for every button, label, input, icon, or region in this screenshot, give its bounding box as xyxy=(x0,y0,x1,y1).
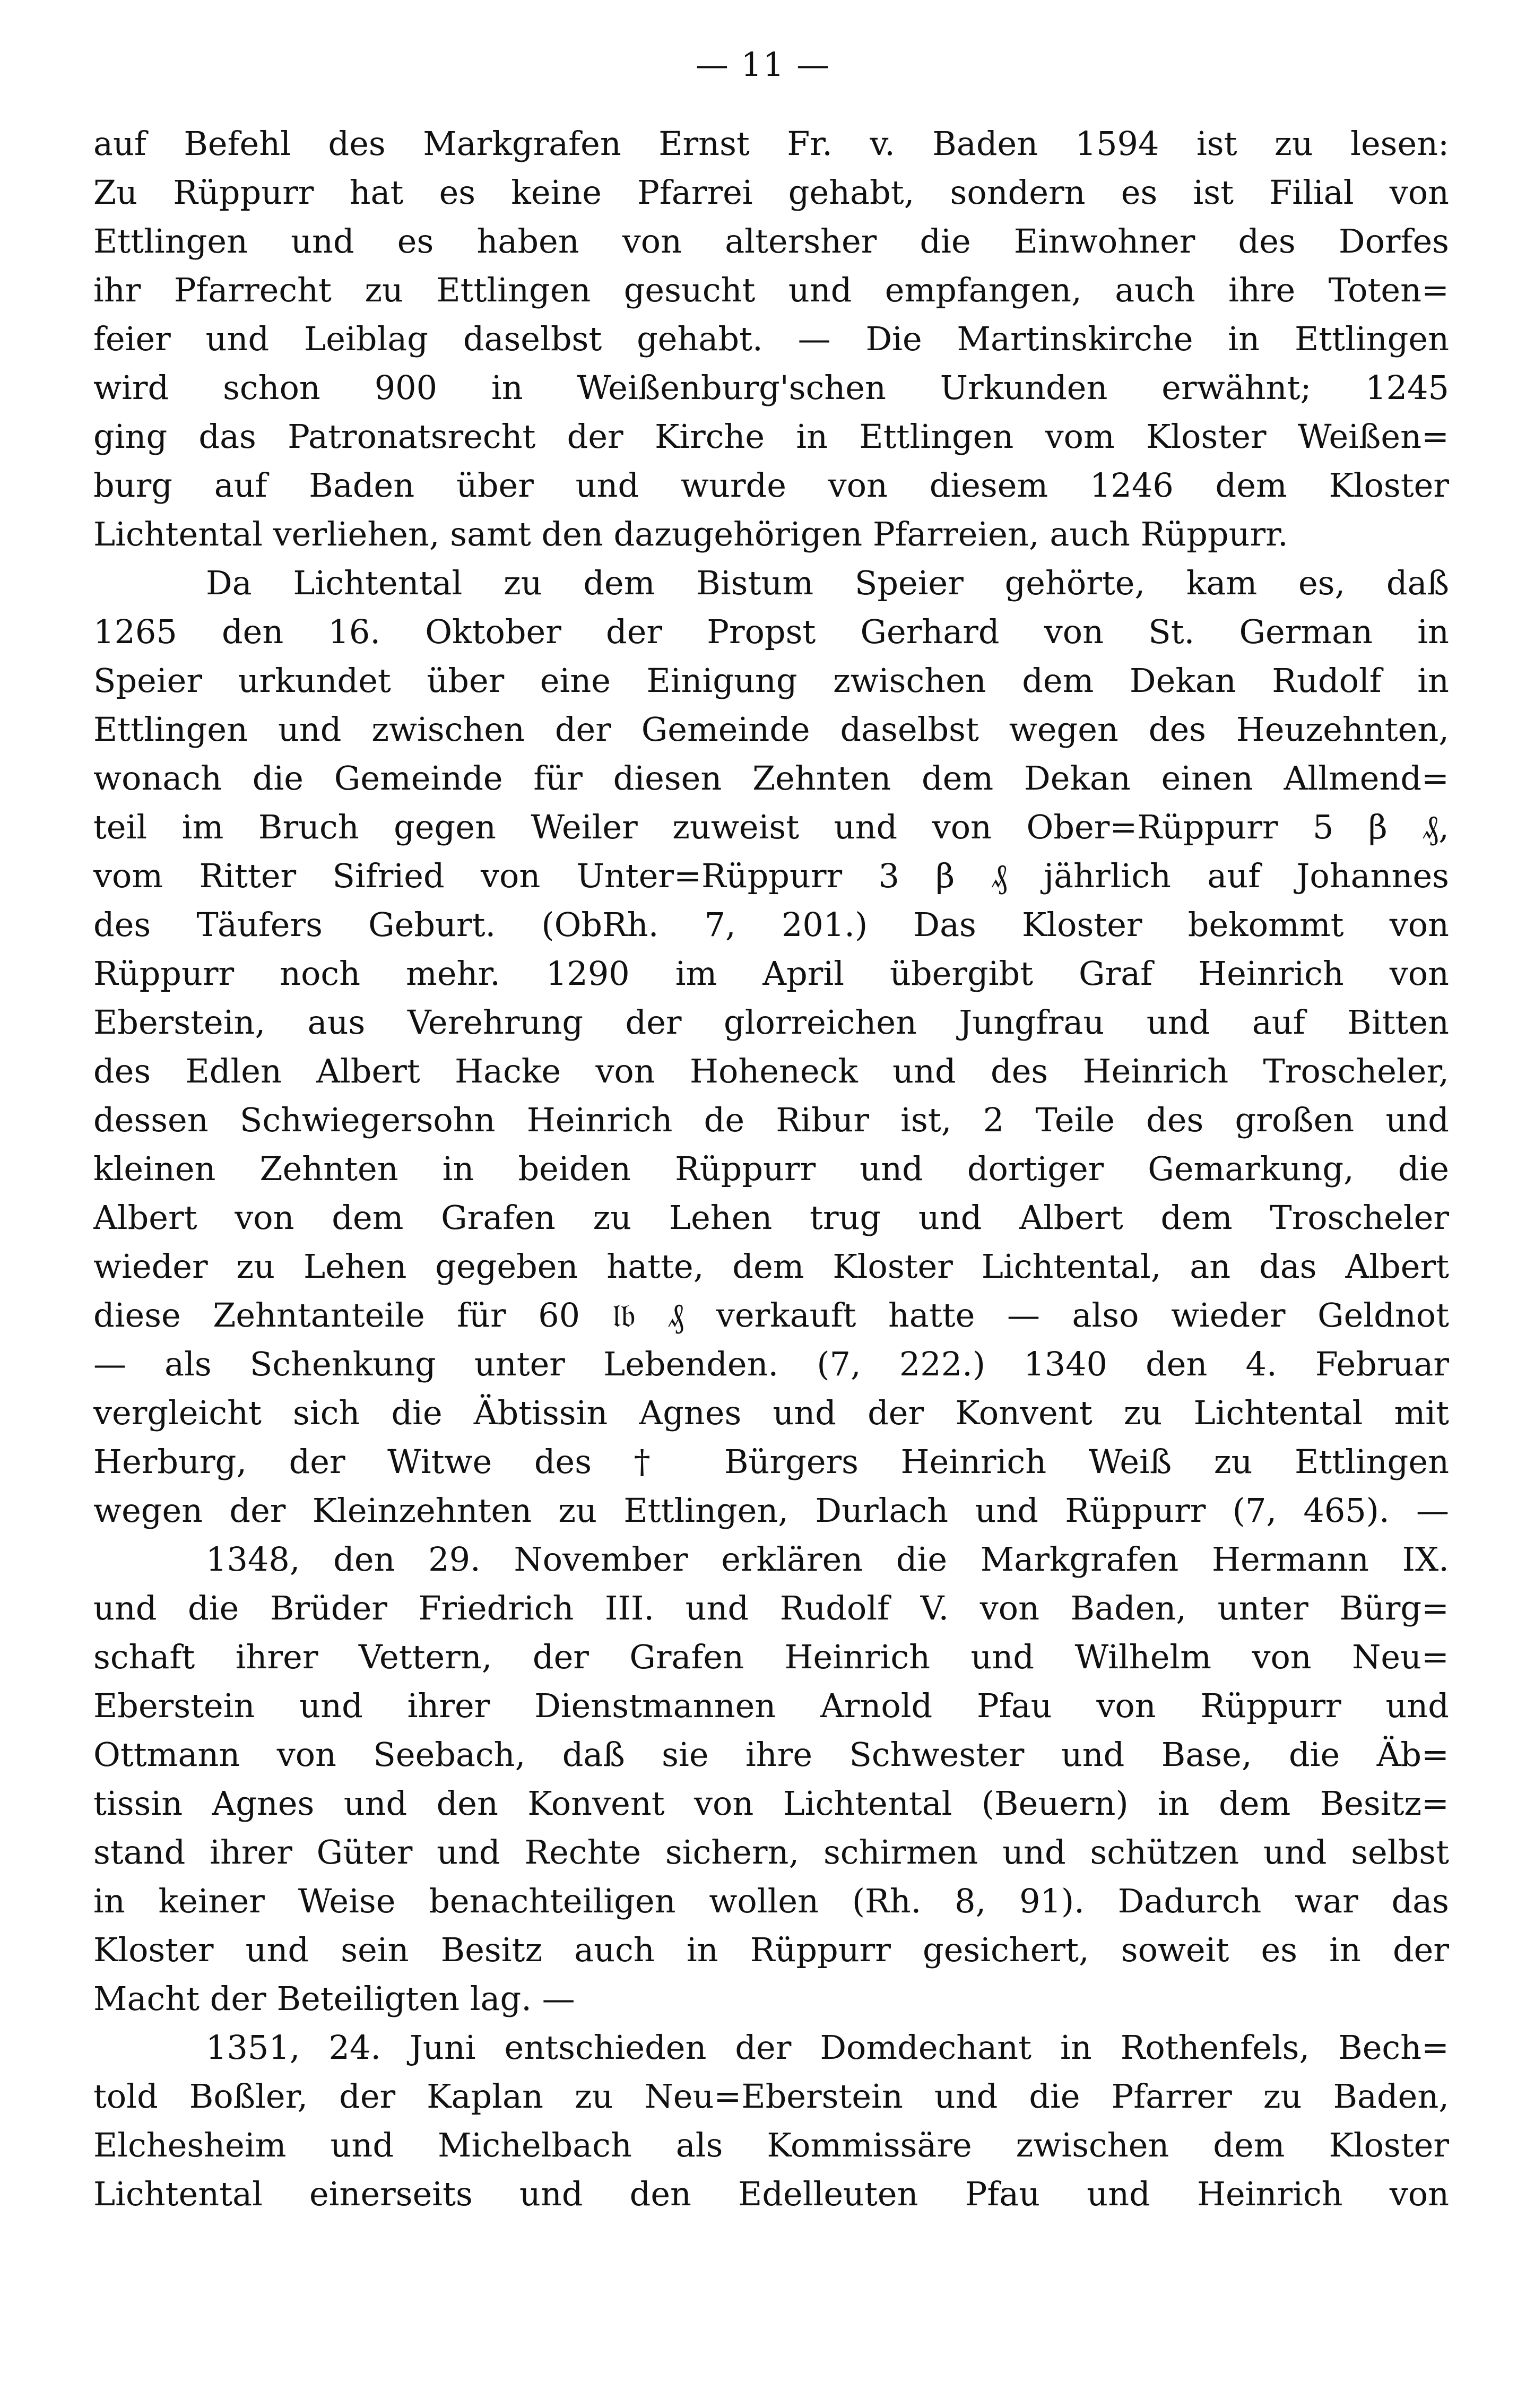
text-line: Da Lichtental zu dem Bistum Speier gehörte, kam es, daß xyxy=(206,564,1449,602)
text-line: 1265 den 16. Oktober der Propst Gerhard von St. German in xyxy=(93,612,1449,651)
text-line: ihr Pfarrecht zu Ettlingen gesucht und empfangen, auch ihre Toten= xyxy=(93,271,1449,309)
text-line: in keiner Weise benachteiligen wollen (Rh. 8, 91). Dadurch war das xyxy=(93,1882,1449,1920)
text-line: Ettlingen und es haben von altersher die Einwohner des Dorfes xyxy=(93,222,1449,261)
text-line: stand ihrer Güter und Rechte sichern, schirmen und schützen und selbst xyxy=(93,1833,1449,1872)
text-line: tissin Agnes und den Konvent von Lichtental (Beuern) in dem Besitz= xyxy=(93,1784,1449,1823)
text-line: Ottmann von Seebach, daß sie ihre Schwester und Base, die Äb= xyxy=(93,1735,1449,1774)
body-text xyxy=(93,119,1449,2219)
text-line: feier und Leiblag daselbst gehabt. — Die Martinskirche in Ettlingen xyxy=(93,319,1449,358)
text-line: dessen Schwiegersohn Heinrich de Ribur ist, 2 Teile des großen und xyxy=(93,1101,1449,1139)
text-line: Elchesheim und Michelbach als Kommissäre zwischen dem Kloster xyxy=(93,2126,1449,2164)
text-line: wird schon 900 in Weißenburg'schen Urkunden erwähnt; 1245 xyxy=(93,368,1449,407)
text-line: 1348, den 29. November erklären die Markgrafen Hermann IX. xyxy=(206,1540,1449,1579)
text-line: kleinen Zehnten in beiden Rüppurr und dortiger Gemarkung, die xyxy=(93,1149,1449,1188)
text-line: schaft ihrer Vettern, der Grafen Heinrich und Wilhelm von Neu= xyxy=(93,1638,1449,1676)
text-line: auf Befehl des Markgrafen Ernst Fr. v. Baden 1594 ist zu lesen: xyxy=(93,124,1449,163)
text-line: des Täufers Geburt. (ObRh. 7, 201.) Das Kloster bekommt von xyxy=(93,905,1449,944)
text-line: Eberstein und ihrer Dienstmannen Arnold Pfau von Rüppurr und xyxy=(93,1686,1449,1725)
text-line: Macht der Beteiligten lag. — xyxy=(93,1979,575,2018)
text-line: told Boßler, der Kaplan zu Neu=Eberstein und die Pfarrer zu Baden, xyxy=(93,2077,1449,2116)
text-line: Herburg, der Witwe des † Bürgers Heinrich Weiß zu Ettlingen xyxy=(93,1442,1449,1481)
text-line: wegen der Kleinzehnten zu Ettlingen, Durlach und Rüppurr (7, 465). — xyxy=(93,1491,1449,1530)
text-line: Eberstein, aus Verehrung der glorreichen Jungfrau und auf Bitten xyxy=(93,1003,1449,1042)
text-line: wonach die Gemeinde für diesen Zehnten dem Dekan einen Allmend= xyxy=(93,759,1449,798)
text-line: wieder zu Lehen gegeben hatte, dem Kloster Lichtental, an das Albert xyxy=(93,1247,1449,1286)
text-line: des Edlen Albert Hacke von Hoheneck und des Heinrich Troscheler, xyxy=(93,1052,1449,1090)
text-line: teil im Bruch gegen Weiler zuweist und von Ober=Rüppurr 5 β ₰, xyxy=(93,808,1449,846)
text-line: Ettlingen und zwischen der Gemeinde daselbst wegen des Heuzehnten, xyxy=(93,710,1449,749)
text-line: vergleicht sich die Äbtissin Agnes und der Konvent zu Lichtental mit xyxy=(93,1393,1449,1432)
text-line: diese Zehntanteile für 60 𝔩𝔟 ₰ verkauft hatte — also wieder Geldnot xyxy=(93,1296,1449,1335)
text-line: vom Ritter Sifried von Unter=Rüppurr 3 β ₰ jährlich auf Johannes xyxy=(93,856,1449,895)
text-line: Lichtental einerseits und den Edelleuten Pfau und Heinrich von xyxy=(93,2175,1449,2213)
text-line: Speier urkundet über eine Einigung zwischen dem Dekan Rudolf in xyxy=(93,661,1449,700)
text-line: und die Brüder Friedrich III. und Rudolf V. von Baden, unter Bürg= xyxy=(93,1589,1449,1627)
text-line: burg auf Baden über und wurde von diesem 1246 dem Kloster xyxy=(93,466,1449,505)
text-line: Kloster und sein Besitz auch in Rüppurr gesichert, soweit es in der xyxy=(93,1930,1449,1969)
text-line: 1351, 24. Juni entschieden der Domdechant in Rothenfels, Bech= xyxy=(206,2028,1449,2067)
text-line: Lichtental verliehen, samt den dazugehörigen Pfarreien, auch Rüppurr. xyxy=(93,515,1288,553)
text-line: Zu Rüppurr hat es keine Pfarrei gehabt, sondern es ist Filial von xyxy=(93,173,1449,212)
page-number: — 11 — xyxy=(695,45,831,84)
text-line: ging das Patronatsrecht der Kirche in Ettlingen vom Kloster Weißen= xyxy=(93,417,1449,456)
text-line: Albert von dem Grafen zu Lehen trug und Albert dem Troscheler xyxy=(93,1198,1449,1237)
text-line: — als Schenkung unter Lebenden. (7, 222.) 1340 den 4. Februar xyxy=(93,1345,1449,1383)
text-line: Rüppurr noch mehr. 1290 im April übergibt Graf Heinrich von xyxy=(93,954,1449,993)
